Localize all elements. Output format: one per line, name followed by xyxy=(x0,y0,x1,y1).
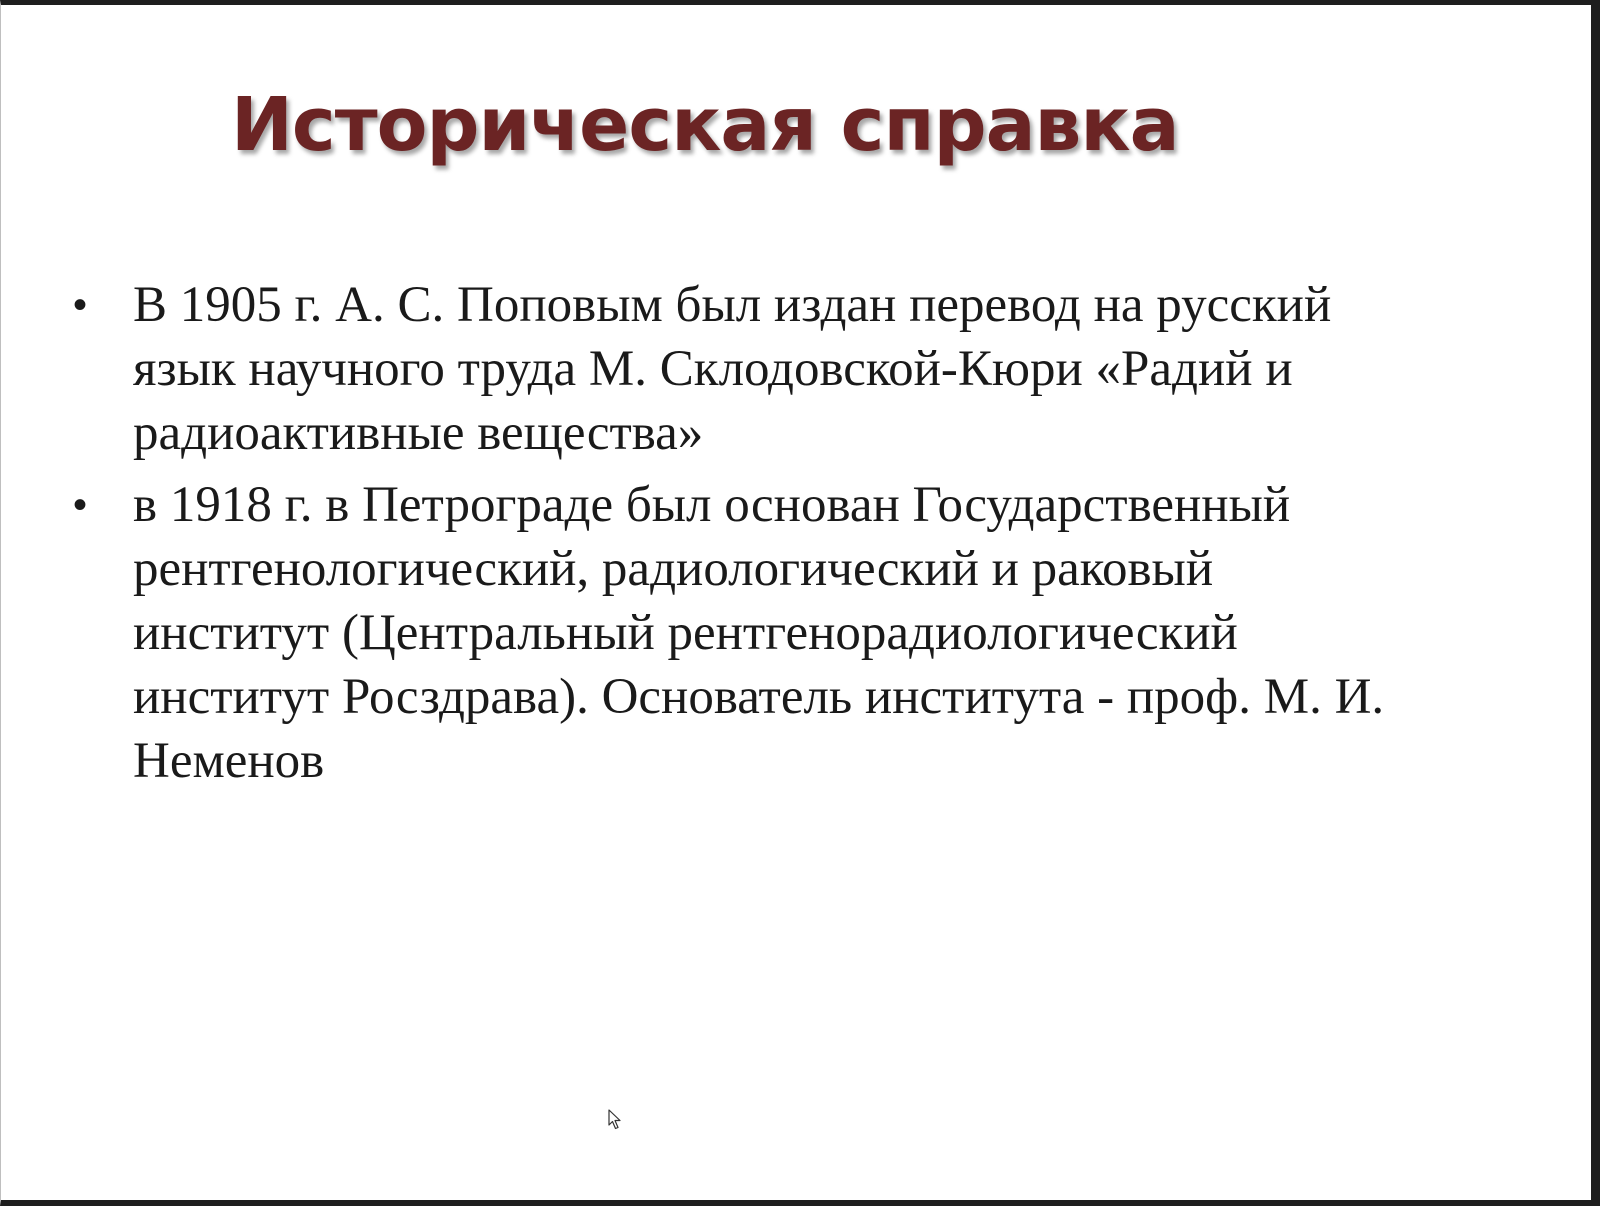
bullet-text: в 1918 г. в Петрограде был основан Государственный рентгенологический, радиологический и раковый институт (Центральный рентгенорадиологический институт Росздрава). Основатель института - проф. М. И. Неменов xyxy=(133,477,1385,789)
mouse-pointer-icon xyxy=(608,1109,622,1131)
bullet-marker-icon: • xyxy=(73,483,88,527)
presentation-slide xyxy=(1,5,1591,1200)
bullet-item xyxy=(69,273,1399,465)
slide-title: Историческая справка xyxy=(231,82,1179,168)
bullet-list xyxy=(69,273,1399,801)
bullet-item xyxy=(69,473,1399,793)
bullet-marker-icon: • xyxy=(73,283,88,327)
bullet-text: В 1905 г. А. С. Поповым был издан перевод на русский язык научного труда М. Склодовской-Кюри «Радий и радиоактивные вещества» xyxy=(133,277,1332,461)
